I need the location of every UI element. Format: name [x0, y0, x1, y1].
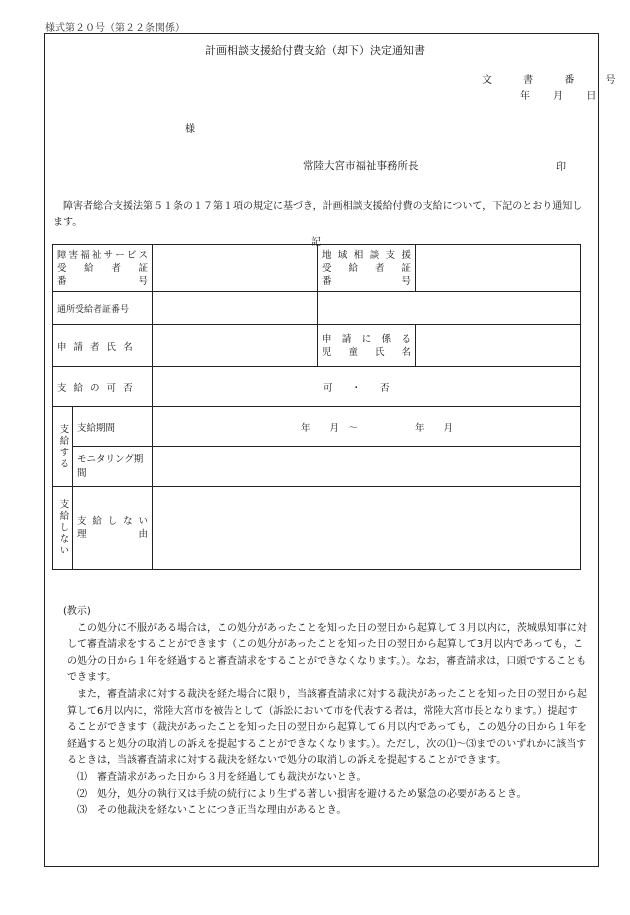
commuter-cert-number-field[interactable] — [153, 292, 318, 325]
commuter-cert-label: 通所受給者証番号 — [53, 292, 153, 325]
notes-heading: (教示) — [63, 606, 91, 617]
issuer-name: 常陸大宮市福祉事務所長 — [303, 160, 419, 172]
decision-table — [52, 244, 581, 570]
table-row — [53, 367, 581, 407]
seal-mark: 印 — [556, 162, 566, 173]
monitoring-field[interactable] — [153, 447, 581, 487]
table-row — [53, 447, 581, 487]
document-title: 計画相談支援給付費支給（却下）決定通知書 — [205, 44, 425, 57]
form-number-label: 様式第２０号（第２２条関係） — [45, 23, 185, 34]
notes-item: ⑴ 審査請求があった日から３月を経過しても裁決がないとき。 — [77, 771, 367, 783]
period-label: 支給期間 — [73, 407, 153, 447]
recipient-suffix: 様 — [185, 124, 195, 135]
approval-label: 支 給 の 可 否 — [53, 367, 153, 407]
regional-cert-label: 地域相談支援 受 給 者 証 番 号 — [318, 245, 416, 292]
table-row — [53, 407, 581, 447]
reason-label: 支 給 し な い 理 由 — [73, 487, 153, 570]
table-row — [53, 487, 581, 570]
notes-paragraph: また，審査請求に対する裁決を経た場合に限り，当該審査請求に対する裁決があったことを知った日の翌日から起算して6月以内に，常陸大宮市を被告として（訴訟において市を代表する者は，常陸大宮市長となります。）提起することができます（裁決があったことを知った日の翌日から起算して６月以内であっても，この処分の日から１年を経過すると処分の取消しの訴えを提起することができなくなります。）。ただし，次の⑴～⑶までのいずれかに該当するときは，当該審査請求に対する裁決を経ないで処分の取消しの訴えを提起することができます。 — [67, 688, 587, 767]
doc-number-label: 文 書 番 号 — [482, 75, 630, 86]
notice-body: 障害者総合支援法第５１条の１７第１項の規定に基づき，計画相談支援給付費の支給について，下記のとおり通知します。 — [53, 201, 583, 228]
notes-item: ⑶ その他裁決を経ないことにつき正当な理由があるとき。 — [77, 805, 347, 817]
grant-group-label: 支給する — [53, 407, 73, 487]
approval-value[interactable]: 可 ・ 否 — [153, 367, 581, 407]
doc-date-label: 年 月 日 — [520, 91, 607, 102]
ki-marker: 記 — [311, 237, 321, 248]
table-row — [53, 292, 581, 325]
period-value[interactable]: 年 月 ～ 年 月 — [153, 407, 581, 447]
empty-cell — [318, 292, 581, 325]
table-row — [53, 325, 581, 367]
disability-cert-number-field[interactable] — [153, 245, 318, 292]
notes-item: ⑵ 処分，処分の執行又は手続の続行により生ずる著しい損害を避けるため緊急の必要があるとき。 — [77, 788, 527, 800]
regional-cert-number-field[interactable] — [416, 245, 581, 292]
instruction-notes — [63, 604, 587, 820]
disability-cert-label: 障害福祉サービス 受 給 者 証 番 号 — [53, 245, 153, 292]
notes-paragraph: この処分に不服がある場合は，この処分があったことを知った日の翌日から起算して３月以内に，茨城県知事に対して審査請求をすることができます（この処分があったことを知った日の翌日から起算して3月以内であっても，この処分の日から１年を経過すると審査請求をすることができなくなります。）。なお，審査請求は，口頭ですることもできます。 — [67, 622, 587, 684]
reason-field[interactable] — [153, 487, 581, 570]
child-name-field[interactable] — [416, 325, 581, 367]
child-name-label: 申 請 に 係 る 児 童 氏 名 — [318, 325, 416, 367]
applicant-name-field[interactable] — [153, 325, 318, 367]
no-grant-group-label: 支給しない — [53, 487, 73, 570]
monitoring-label: モニタリング期間 — [73, 447, 153, 487]
table-row — [53, 245, 581, 292]
applicant-name-label: 申 請 者 氏 名 — [53, 325, 153, 367]
